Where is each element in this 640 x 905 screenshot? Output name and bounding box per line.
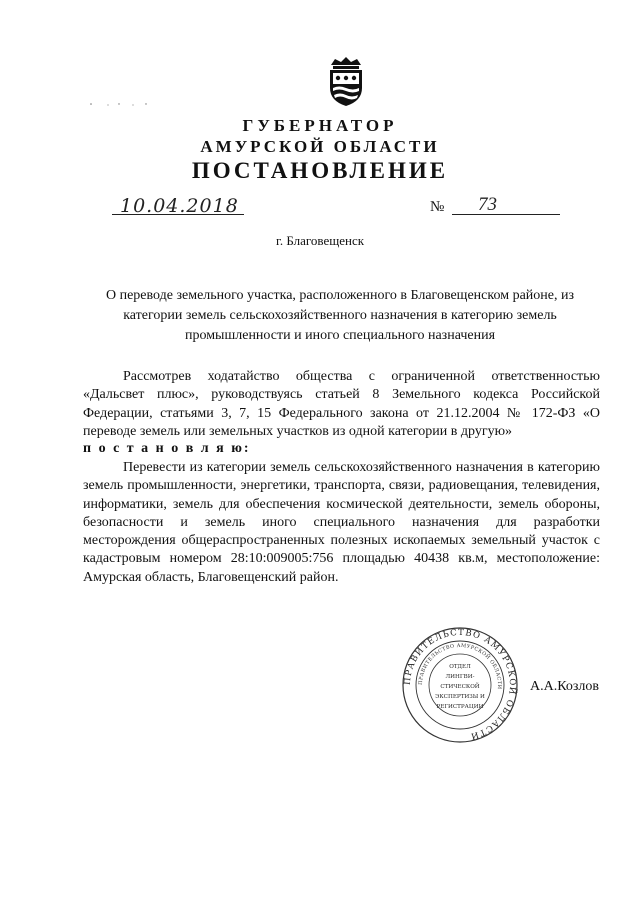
signatory-name: А.А.Козлов	[530, 679, 599, 694]
region-title: АМУРСКОЙ ОБЛАСТИ	[200, 137, 440, 156]
stamp-line-1: ОТДЕЛ	[449, 664, 471, 670]
document-date: 10.04.2018	[120, 195, 239, 217]
stamp-inner-text: ПРАВИТЕЛЬСТВО АМУРСКОЙ ОБЛАСТИ	[417, 642, 503, 690]
date-underline	[112, 214, 244, 215]
stamp-line-4: ЭКСПЕРТИЗЫ И	[435, 694, 485, 700]
stamp-line-2: ЛИНГВИ-	[445, 674, 475, 680]
governor-title: ГУБЕРНАТОР	[242, 116, 398, 135]
preamble-paragraph: Рассмотрев ходатайство общества с ограниченной ответственностью «Дальсвет плюс», руководствуясь статьей 8 Земельного кодекса Российской Федерации, статьями 3, 7, 15 Федерального закона от 21.12.2004 № 172-ФЗ «О переводе земель или земельных участков из одной категории в другую»	[83, 369, 600, 439]
stamp-outer-text: ПРАВИТЕЛЬСТВО АМУРСКОЙ ОБЛАСТИ	[402, 627, 518, 742]
stamp-line-5: РЕГИСТРАЦИИ	[436, 704, 484, 710]
coat-of-arms-icon	[325, 55, 367, 107]
document-number: 73	[478, 194, 497, 215]
resolution-paragraph-1: Перевести из категории земель сельскохозяйственного назначения в категорию земель промышленности, энергетики, транспорта, связи, радиовещания, телевидения, информатики, земель для обеспечения космической деятельности, земель обороны, безопасности и земель иного специального назначения для разработки месторождения общераспространенных полезных ископаемых земельный участок с кадастровым номером 28:10:009005:756 площадью 40438 кв.м, местоположение: Амурская область, Благовещенский район.	[83, 460, 600, 585]
document-type-title: ПОСТАНОВЛЕНИЕ	[191, 158, 449, 183]
number-underline	[452, 214, 560, 215]
number-sign: №	[430, 199, 445, 215]
document-subject: О переводе земельного участка, расположенного в Благовещенском районе, из категории земель сельскохозяйственного назначения в категорию земель промышленности и иного специального назначения	[105, 288, 574, 343]
scan-artifact-dots	[88, 98, 158, 110]
resolve-heading: п о с т а н о в л я ю:	[83, 441, 251, 456]
stamp-line-3: СТИЧЕСКОЙ	[440, 684, 480, 690]
official-stamp	[400, 625, 520, 745]
city-label: г. Благовещенск	[275, 233, 365, 248]
